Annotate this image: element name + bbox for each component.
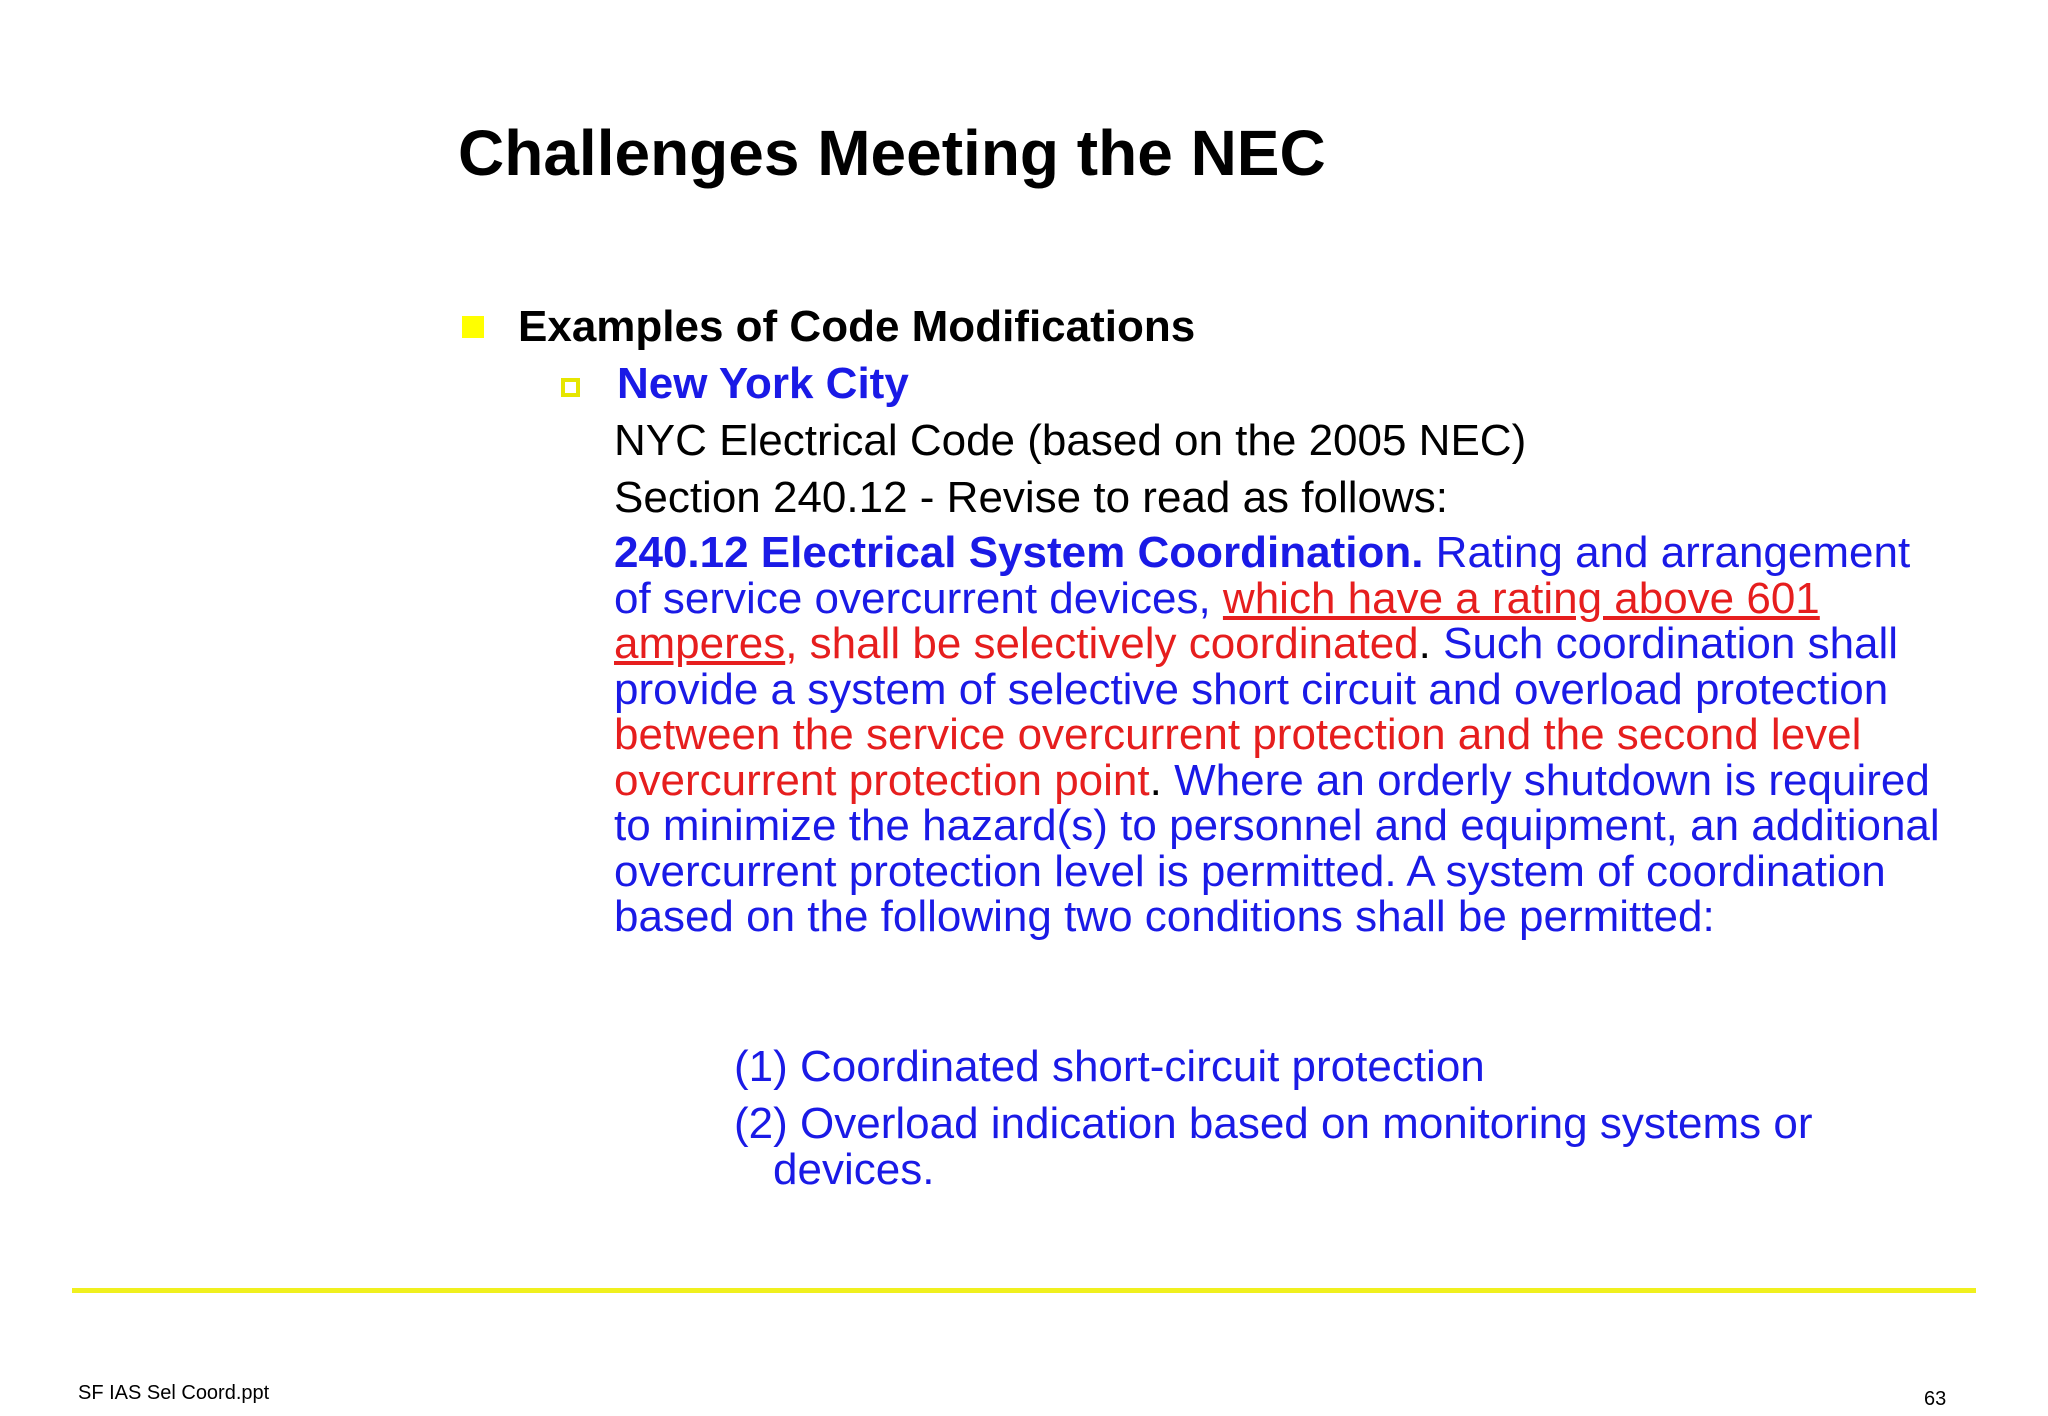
condition-1: (1) Coordinated short-circuit protection bbox=[734, 1042, 1485, 1091]
code-text-part-2: Such coordination shall provide a system of selective short circuit and overload protection bbox=[614, 619, 1899, 714]
code-text-part-1: Rating and arrangement of service overcurrent devices, bbox=[614, 528, 1911, 623]
condition-2-continued: devices. bbox=[773, 1145, 935, 1194]
footer-filename: SF IAS Sel Coord.ppt bbox=[78, 1382, 270, 1404]
code-text-red-underlined: which have a rating above 601 amperes bbox=[614, 573, 1820, 668]
nyc-electrical-code-line: NYC Electrical Code (based on the 2005 NEC) bbox=[614, 416, 1527, 465]
hollow-square-bullet-icon bbox=[561, 378, 580, 397]
footer-divider bbox=[72, 1288, 1976, 1293]
code-text-part-3: Where an orderly shutdown is required to minimize the hazard(s) to personnel and equipment, an additional overcurrent protection level is permitted. A system of coordination based on the following two conditions shall be permitted: bbox=[614, 755, 1940, 941]
condition-2: (2) Overload indication based on monitoring systems or bbox=[734, 1099, 1813, 1148]
slide-title: Challenges Meeting the NEC bbox=[458, 117, 1326, 189]
page-number: 63 bbox=[1924, 1388, 1947, 1410]
section-revise-line: Section 240.12 - Revise to read as follows: bbox=[614, 473, 1449, 522]
code-text-red-2: between the service overcurrent protection and the second level overcurrent protection point bbox=[614, 710, 1862, 805]
code-text-period-2: . bbox=[1149, 755, 1162, 805]
bullet-examples-of-code-modifications: Examples of Code Modifications bbox=[518, 302, 1196, 351]
code-text-red-1: , shall be selectively coordinated bbox=[785, 619, 1419, 668]
code-text-period-1: . bbox=[1418, 619, 1431, 668]
code-section-heading: 240.12 Electrical System Coordination. bbox=[614, 528, 1424, 577]
square-bullet-icon bbox=[462, 316, 484, 338]
code-section-text bbox=[614, 530, 1944, 940]
bullet-new-york-city: New York City bbox=[617, 359, 909, 408]
